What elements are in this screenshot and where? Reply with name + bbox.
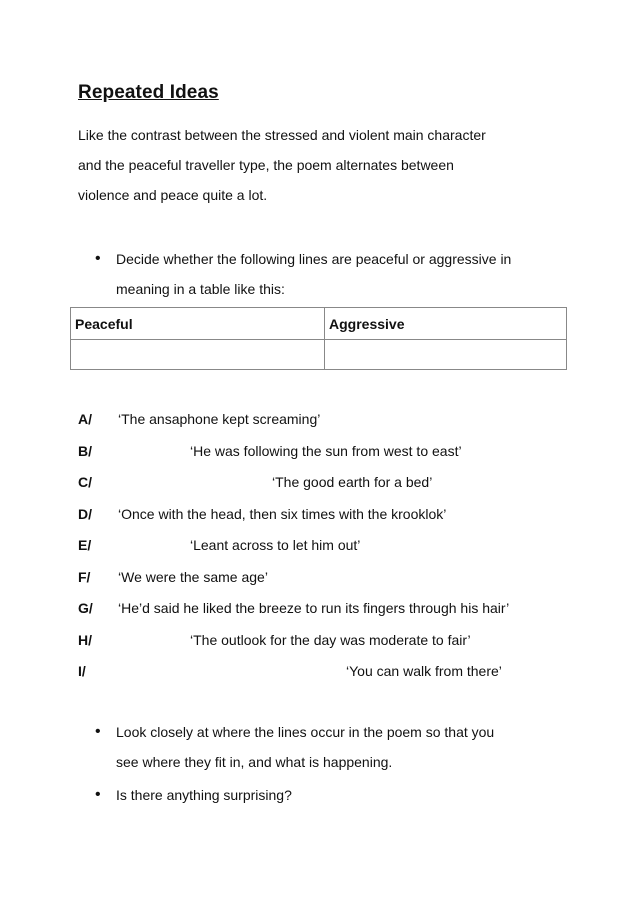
item-quote: ‘Once with the head, then six times with the krooklok’ [118,505,447,522]
intro-paragraph [78,120,558,210]
item-quote: ‘The good earth for a bed’ [272,474,433,490]
bullet-instruction-context [98,717,568,777]
list-item [78,625,578,657]
item-quote: ‘We were the same age’ [118,568,268,585]
item-label: I/ [78,663,86,679]
item-quote: ‘He was following the sun from west to east’ [190,442,462,459]
bullet-line: • Decide whether the following lines are peaceful or aggressive in [116,251,512,267]
cell-aggressive [325,340,567,370]
bullet-line: see where they fit in, and what is happening. [116,754,393,770]
bullet-line: • Look closely at where the lines occur in the poem so that you [116,724,495,740]
list-item [78,593,578,625]
bullet-line: meaning in a table like this: [116,281,285,297]
item-label: D/ [78,505,92,522]
bullet-instruction-classify [98,244,568,304]
list-item [78,404,578,436]
item-label: C/ [78,474,92,490]
item-quote: ‘The ansaphone kept screaming’ [118,411,321,427]
item-label: F/ [78,568,91,585]
header-peaceful: Peaceful [71,308,325,340]
item-label: E/ [78,537,92,553]
table-row [71,340,567,370]
header-aggressive: Aggressive [325,308,567,340]
section-heading: Repeated Ideas [78,82,219,103]
bullet-question-surprising [98,780,568,810]
item-label: B/ [78,442,92,459]
item-label: H/ [78,631,92,648]
quote-list [78,404,578,688]
item-quote: ‘Leant across to let him out’ [190,537,361,553]
item-quote: ‘The outlook for the day was moderate to fair’ [190,631,471,648]
cell-peaceful [71,340,325,370]
classification-table [70,307,567,370]
list-item [78,499,578,531]
list-item [78,656,578,688]
item-label: A/ [78,411,92,427]
bullet-line: • Is there anything surprising? [116,787,292,803]
item-quote: ‘He’d said he liked the breeze to run its fingers through his hair’ [118,600,510,616]
intro-line: Like the contrast between the stressed and violent main character [78,127,486,143]
intro-line: violence and peace quite a lot. [78,187,268,203]
list-item [78,467,578,499]
table-header-row [71,308,567,340]
item-label: G/ [78,600,93,616]
list-item [78,530,578,562]
list-item [78,562,578,594]
list-item [78,436,578,468]
item-quote: ‘You can walk from there’ [346,663,502,679]
intro-line: and the peaceful traveller type, the poem alternates between [78,157,454,173]
